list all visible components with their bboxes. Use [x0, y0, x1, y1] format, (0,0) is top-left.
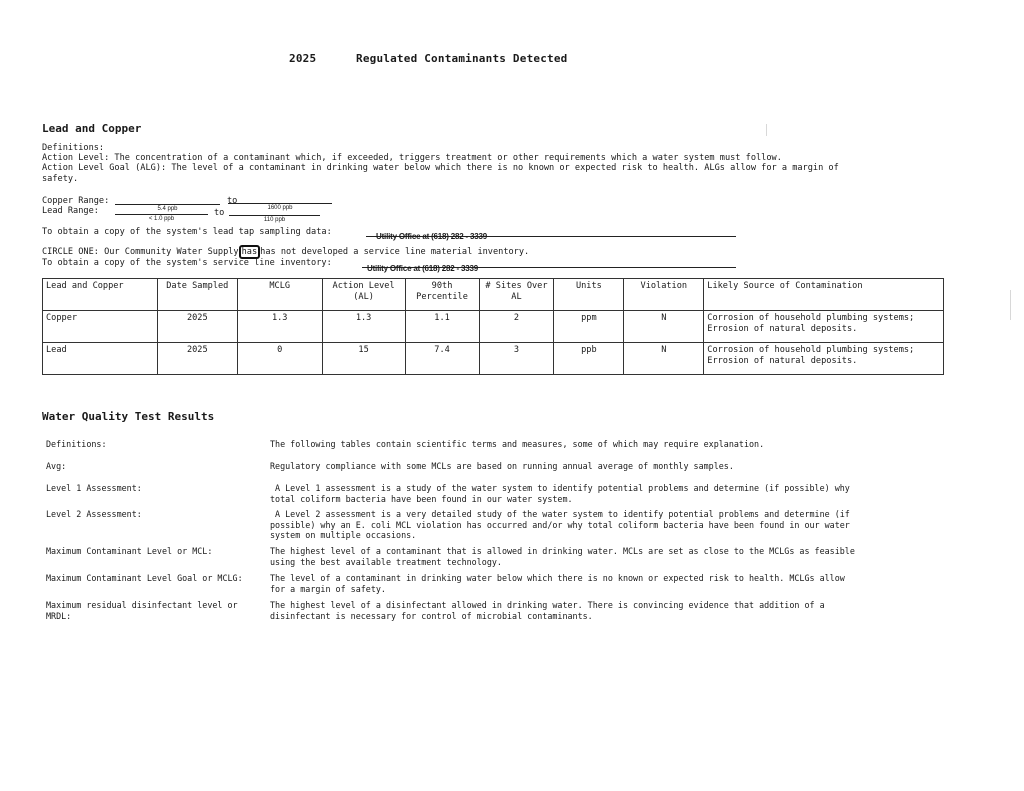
def-text	[270, 573, 920, 594]
lead-range-label: Lead Range:	[42, 206, 99, 216]
def-text-line: The following tables contain scientific terms and measures, some of which may require explanation.	[270, 439, 765, 449]
cell-90th-percentile: 7.4	[405, 343, 479, 375]
cell-violation: N	[624, 343, 704, 375]
lead-tap-contact-field	[366, 224, 736, 241]
source-line-2: Errosion of natural deposits.	[707, 355, 858, 366]
def-term: Maximum residual disinfectant level or MRDL:	[46, 600, 238, 621]
table-header-row	[43, 279, 944, 311]
cell-90th-percentile: 1.1	[405, 311, 479, 343]
col-header-lead-copper: Lead and Copper	[43, 279, 158, 311]
def-text-line: possible) why an E. coli MCL violation has occurred and/or why total coliform bacteria have been found in our water	[270, 519, 850, 530]
report-title: Regulated Contaminants Detected	[356, 52, 568, 65]
def-text	[270, 546, 920, 567]
def-text	[270, 439, 920, 450]
lead-max-field	[229, 206, 320, 223]
copper-to-label: to	[227, 196, 238, 206]
col-header-mclg: MCLG	[237, 279, 322, 311]
cell-units: ppm	[554, 311, 624, 343]
copper-min-value: 5.4 ppb	[157, 206, 178, 212]
def-term: Maximum Contaminant Level or MCL:	[46, 546, 213, 556]
def-text-line: A Level 1 assessment is a study of the water system to identify potential problems and determine (if possible) why	[270, 483, 850, 493]
cell-action-level: 15	[322, 343, 405, 375]
scan-artifact	[766, 124, 767, 136]
scan-artifact	[1010, 290, 1011, 320]
col-header-90th-percentile: 90th Percentile	[405, 279, 479, 311]
lead-max-value: 110 ppb	[263, 217, 286, 223]
lead-copper-table	[42, 278, 944, 375]
copper-min-field	[115, 195, 220, 212]
copper-range-label: Copper Range:	[42, 196, 110, 206]
definitions-label: Definitions:	[42, 143, 105, 153]
source-line-1: Corrosion of household plumbing systems;	[707, 313, 915, 323]
col-header-sites-over-al: # Sites Over AL	[479, 279, 554, 311]
source-line-1: Corrosion of household plumbing systems;	[707, 345, 915, 355]
action-level-goal-definition: Action Level Goal (ALG): The level of a contaminant in drinking water below which there is no known or expected risk to health. ALGs allow for a margin of	[42, 163, 839, 173]
cell-violation: N	[624, 311, 704, 343]
def-text	[270, 600, 920, 621]
cell-sites-over-al: 3	[479, 343, 554, 375]
action-level-goal-continued: safety.	[42, 174, 79, 184]
inventory-contact: Utility Office at (618) 282 - 3339	[367, 264, 479, 273]
circle-one-suffix: has not developed a service line material inventory.	[260, 247, 530, 257]
inventory-text: To obtain a copy of the system's service line inventory:	[42, 258, 332, 268]
wqtr-heading: Water Quality Test Results	[42, 410, 215, 423]
col-header-likely-source: Likely Source of Contamination	[704, 279, 944, 311]
cell-date: 2025	[157, 343, 237, 375]
cell-sites-over-al: 2	[479, 311, 554, 343]
inventory-contact-field	[362, 256, 736, 273]
report-year: 2025	[289, 52, 317, 65]
lead-tap-text: To obtain a copy of the system's lead tap sampling data:	[42, 227, 332, 237]
lead-copper-heading: Lead and Copper	[42, 122, 142, 135]
def-text-line: disinfectant is necessary for control of microbial contaminants.	[270, 610, 593, 621]
def-text-line: for a margin of safety.	[270, 583, 386, 594]
col-header-units: Units	[554, 279, 624, 311]
def-text-line: The highest level of a disinfectant allowed in drinking water. There is convincing evidence that addition of a	[270, 600, 825, 610]
def-text	[270, 461, 920, 472]
def-text-line: The level of a contaminant in drinking water below which there is no known or expected risk to health. MCLGs allow	[270, 573, 845, 583]
def-text-line: system on multiple occasions.	[270, 530, 417, 540]
cell-contaminant: Lead	[43, 343, 158, 375]
lead-to-label: to	[214, 208, 225, 218]
cell-contaminant: Copper	[43, 311, 158, 343]
lead-min-value: < 1.0 ppb	[148, 216, 175, 222]
def-term: Level 2 Assessment:	[46, 509, 142, 519]
def-text	[270, 483, 920, 504]
copper-max-value: 1600 ppb	[267, 205, 293, 211]
circle-one-prefix: CIRCLE ONE: Our Community Water Supply	[42, 247, 239, 257]
cell-mclg: 1.3	[237, 311, 322, 343]
circled-has: has	[239, 245, 261, 259]
def-text-line: total coliform bacteria have been found in our water system.	[270, 493, 573, 504]
def-text	[270, 509, 920, 541]
cell-action-level: 1.3	[322, 311, 405, 343]
lead-tap-contact: Utility Office at (618) 282 - 3339	[376, 232, 488, 241]
action-level-definition: Action Level: The concentration of a contaminant which, if exceeded, triggers treatment or other requirements which a water system must follow.	[42, 153, 782, 163]
source-line-2: Errosion of natural deposits.	[707, 323, 858, 334]
def-term: Definitions:	[46, 439, 107, 449]
cell-likely-source	[704, 343, 944, 375]
cell-likely-source	[704, 311, 944, 343]
cell-date: 2025	[157, 311, 237, 343]
cell-mclg: 0	[237, 343, 322, 375]
col-header-date-sampled: Date Sampled	[157, 279, 237, 311]
def-text-line: Regulatory compliance with some MCLs are based on running annual average of monthly samples.	[270, 461, 734, 471]
col-header-action-level: Action Level (AL)	[322, 279, 405, 311]
copper-max-field	[228, 194, 332, 211]
def-text-line: A Level 2 assessment is a very detailed study of the water system to identify potential problems and determine (if	[270, 509, 850, 519]
def-term: Level 1 Assessment:	[46, 483, 142, 493]
table-row	[43, 343, 944, 375]
def-term: Avg:	[46, 461, 67, 471]
table-row	[43, 311, 944, 343]
def-term: Maximum Contaminant Level Goal or MCLG:	[46, 573, 243, 583]
cell-units: ppb	[554, 343, 624, 375]
lead-min-field	[115, 205, 208, 222]
def-text-line: using the best available treatment technology.	[270, 556, 502, 567]
def-text-line: The highest level of a contaminant that is allowed in drinking water. MCLs are set as close to the MCLGs as feasible	[270, 546, 855, 556]
col-header-violation: Violation	[624, 279, 704, 311]
